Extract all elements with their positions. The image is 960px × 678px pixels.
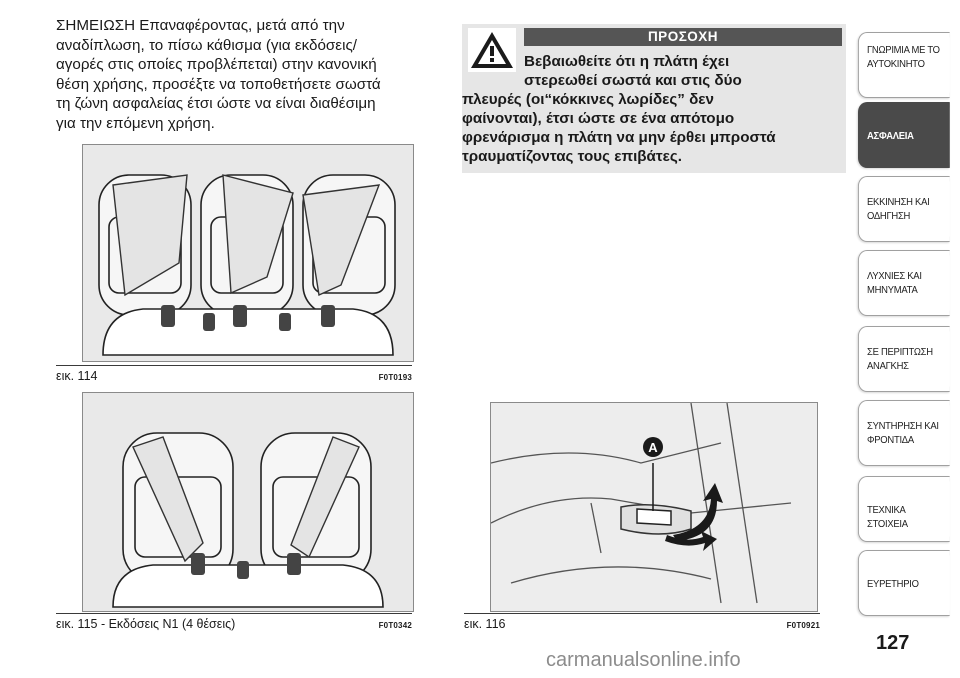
tab-label: ΣΕ ΠΕΡΙΠΤΩΣΗ — [867, 346, 933, 358]
warning-line: Βεβαιωθείτε ότι η πλάτη έχει — [524, 53, 730, 70]
note-line: για την επόμενη χρήση. — [56, 114, 215, 132]
warning-title: ΠΡΟΣΟΧΗ — [524, 28, 842, 46]
tab-label: ΑΝΑΓΚΗΣ — [867, 360, 909, 372]
note-line: θέση χρήσης, προσέξτε να τοποθετήσετε σωστά — [56, 75, 381, 93]
watermark-footer: carmanualsonline.info — [546, 649, 741, 671]
figure-code: F0T0921 — [786, 621, 820, 630]
tab-label: ΓΝΩΡΙΜΙΑ ΜΕ ΤΟ — [867, 44, 940, 56]
tab-getting-to-know[interactable] — [858, 32, 950, 98]
caption-label: εικ. 114 — [56, 369, 98, 383]
tab-label: ΕΥΡΕΤΗΡΙΟ — [867, 578, 919, 590]
tab-label: ΑΥΤΟΚΙΝΗΤΟ — [867, 58, 925, 70]
tab-label: ΜΗΝΥΜΑΤΑ — [867, 284, 918, 296]
figure-114-caption — [56, 365, 412, 383]
tab-label: ΣΥΝΤΗΡΗΣΗ ΚΑΙ — [867, 420, 939, 432]
note-line: ΣΗΜΕΙΩΣΗ Επαναφέροντας, μετά από την — [56, 17, 345, 34]
caption-label: εικ. 116 — [464, 617, 506, 631]
page-number: 127 — [876, 632, 910, 654]
caption-label: εικ. 115 - Εκδόσεις N1 (4 θέσεις) — [56, 617, 236, 631]
tab-label: ΑΣΦΑΛΕΙΑ — [867, 130, 914, 142]
warning-text — [462, 52, 842, 166]
note-line: αναδίπλωση, το πίσω κάθισμα (για εκδόσεις/ — [56, 36, 357, 54]
tab-label: ΛΥΧΝΙΕΣ ΚΑΙ — [867, 270, 922, 282]
tab-label: ΦΡΟΝΤΙΔΑ — [867, 434, 914, 446]
note-line: αγορές στις οποίες προβλέπεται) στην κανονική — [56, 56, 377, 74]
note-line: τη ζώνη ασφαλείας έτσι ώστε να είναι διαθέσιμη — [56, 95, 376, 113]
tab-label: ΟΔΗΓΗΣΗ — [867, 210, 911, 222]
figure-code: F0T0193 — [378, 373, 412, 382]
note-paragraph — [56, 16, 446, 134]
warning-line: φαίνονται), έτσι ώστε σε ένα απότομο — [462, 110, 735, 127]
tab-lights-messages[interactable] — [858, 250, 950, 316]
warning-line: στερεωθεί σωστά και στις δύο — [524, 72, 742, 89]
tab-emergency[interactable] — [858, 326, 950, 392]
tab-index[interactable] — [858, 550, 950, 616]
tab-safety[interactable] — [858, 102, 950, 168]
tab-label: ΤΕΧΝΙΚΑ ΣΤΟΙΧΕΙΑ — [867, 504, 908, 530]
warning-line: πλευρές (οι“κόκκινες λωρίδες” δεν — [462, 91, 714, 108]
figure-116-image — [490, 402, 818, 612]
figure-code: F0T0342 — [378, 621, 412, 630]
figure-116-caption — [464, 613, 820, 631]
marker-a-label: A — [648, 440, 658, 455]
figure-114-image — [82, 144, 414, 362]
warning-box — [462, 24, 846, 173]
warning-line: τραυματίζοντας τους επιβάτες. — [462, 148, 683, 165]
tab-technical-data[interactable] — [858, 476, 950, 542]
figure-115-image — [82, 392, 414, 612]
warning-line: φρενάρισμα η πλάτη να μην έρθει μπροστά — [462, 129, 776, 146]
figure-115-caption — [56, 613, 412, 631]
tab-starting-driving[interactable] — [858, 176, 950, 242]
tab-maintenance[interactable] — [858, 400, 950, 466]
tab-label: ΕΚΚΙΝΗΣΗ ΚΑΙ — [867, 196, 930, 208]
